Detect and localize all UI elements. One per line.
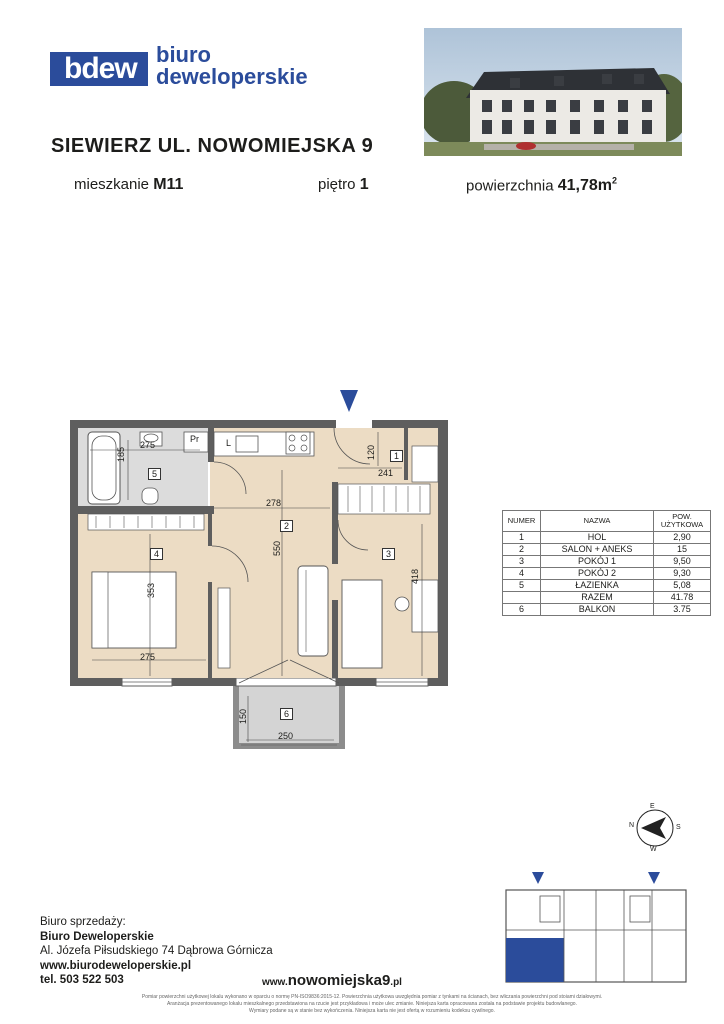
- area-label: powierzchnia: [466, 177, 554, 195]
- sales-office: [40, 915, 273, 988]
- disclaimer-line2: Aranżacja prezentowanego lokalu mieszkalnego przedstawiona na rzucie jest przykładowa i może ulec zmianie. Niniejsza karta opracowana została na podstawie projektu budowlanego.: [167, 1001, 577, 1007]
- row-no: 1: [503, 532, 541, 544]
- table-row: [503, 568, 711, 580]
- sales-company: Biuro Deweloperskie: [40, 930, 154, 943]
- row-name: POKÓJ 2: [541, 568, 654, 580]
- row-area: 9,30: [654, 568, 711, 580]
- row-no: 2: [503, 544, 541, 556]
- website-main: nowomiejska9: [287, 972, 391, 989]
- dim-hall-width: 241: [378, 468, 394, 478]
- compass-e: E: [650, 803, 655, 810]
- sales-address: Al. Józefa Piłsudskiego 74 Dąbrowa Górnicza: [40, 945, 273, 957]
- table-row: [503, 580, 711, 592]
- website-link[interactable]: [262, 972, 402, 989]
- room-number-1: 1: [390, 450, 403, 462]
- table-header-number: NUMER: [503, 511, 541, 532]
- disclaimer-line1: Pomiar powierzchni użytkowej lokalu wykonano w oparciu o normę PN-ISO9836:2015-12. Powierzchnia użytkowa uwzględnia pomiar z tynkami na ścianach, bez wliczania powierzchni pod stoiami działowymi.: [141, 994, 603, 1000]
- row-name: ŁAZIENKA: [541, 580, 654, 592]
- dim-balcony-width: 250: [278, 731, 294, 741]
- dim-room4-height: 353: [146, 582, 156, 598]
- table-header-name: NAZWA: [541, 511, 654, 532]
- disclaimer-line3: Wymiary podane są w stanie bez wykończenia. Niniejsza karta nie jest ofertą w rozumieniu kodeksu cywilnego.: [249, 1008, 495, 1014]
- fridge-label: L: [226, 438, 232, 448]
- table-row: [503, 556, 711, 568]
- page-title: SIEWIERZ UL. NOWOMIEJSKA 9: [51, 135, 374, 157]
- logo-mark: bdew: [50, 52, 148, 86]
- dim-living-height: 550: [272, 540, 282, 556]
- floor-value: 1: [359, 176, 369, 193]
- logo-text-line2: deweloperskie: [156, 64, 308, 89]
- table-row: [503, 604, 711, 616]
- table-row: [503, 532, 711, 544]
- row-name: SALON + ANEKS: [541, 544, 654, 556]
- sales-url-link[interactable]: www.biurodeweloperskie.pl: [40, 959, 192, 972]
- flat-label: mieszkanie: [74, 176, 150, 193]
- row-name: RAZEM: [541, 592, 654, 604]
- room-number-6: 6: [280, 708, 293, 720]
- website-suffix: .pl: [390, 977, 402, 988]
- row-name: POKÓJ 1: [541, 556, 654, 568]
- compass-n: N: [629, 822, 635, 829]
- dim-room3-height: 418: [410, 568, 420, 584]
- area-unit-sup: 2: [611, 176, 617, 186]
- room-number-3: 3: [382, 548, 395, 560]
- table-header-area: POW. UŻYTKOWA: [654, 511, 711, 532]
- compass-w: W: [650, 846, 657, 853]
- disclaimer: [92, 994, 652, 1015]
- table-row: [503, 544, 711, 556]
- pantry-label: Pr: [190, 434, 199, 444]
- row-area: 2,90: [654, 532, 711, 544]
- row-name: BALKON: [541, 604, 654, 616]
- row-no: 6: [503, 604, 541, 616]
- dim-balcony-depth: 150: [238, 708, 248, 724]
- room-number-5: 5: [148, 468, 161, 480]
- compass-icon: [637, 810, 673, 846]
- room-number-2: 2: [280, 520, 293, 532]
- area-value: 41,78m: [557, 177, 612, 195]
- row-no: 3: [503, 556, 541, 568]
- room-number-4: 4: [150, 548, 163, 560]
- dim-room4-width: 275: [140, 652, 156, 662]
- dim-bath-height: 185: [116, 446, 126, 462]
- row-no: [503, 592, 541, 604]
- row-area: 41.78: [654, 592, 711, 604]
- row-no: 5: [503, 580, 541, 592]
- row-area: 3.75: [654, 604, 711, 616]
- website-prefix: www.: [262, 977, 288, 988]
- sales-heading: Biuro sprzedaży:: [40, 916, 126, 928]
- sales-phone: tel. 503 522 503: [40, 974, 124, 986]
- row-area: 5,08: [654, 580, 711, 592]
- compass-s: S: [676, 824, 681, 831]
- row-no: 4: [503, 568, 541, 580]
- row-area: 9,50: [654, 556, 711, 568]
- flat-value: M11: [153, 176, 184, 193]
- table-row-total: [503, 592, 711, 604]
- row-area: 15: [654, 544, 711, 556]
- entrance-arrow-icon: [340, 390, 358, 412]
- dim-bath-width: 275: [140, 440, 156, 450]
- keyplan: [506, 872, 686, 982]
- rooms-table: [502, 510, 711, 616]
- dim-hall-height: 120: [366, 444, 376, 460]
- floor-label: piętro: [318, 176, 356, 193]
- row-name: HOL: [541, 532, 654, 544]
- dim-living-width: 278: [266, 498, 282, 508]
- logo-text-line1: biuro: [156, 42, 211, 67]
